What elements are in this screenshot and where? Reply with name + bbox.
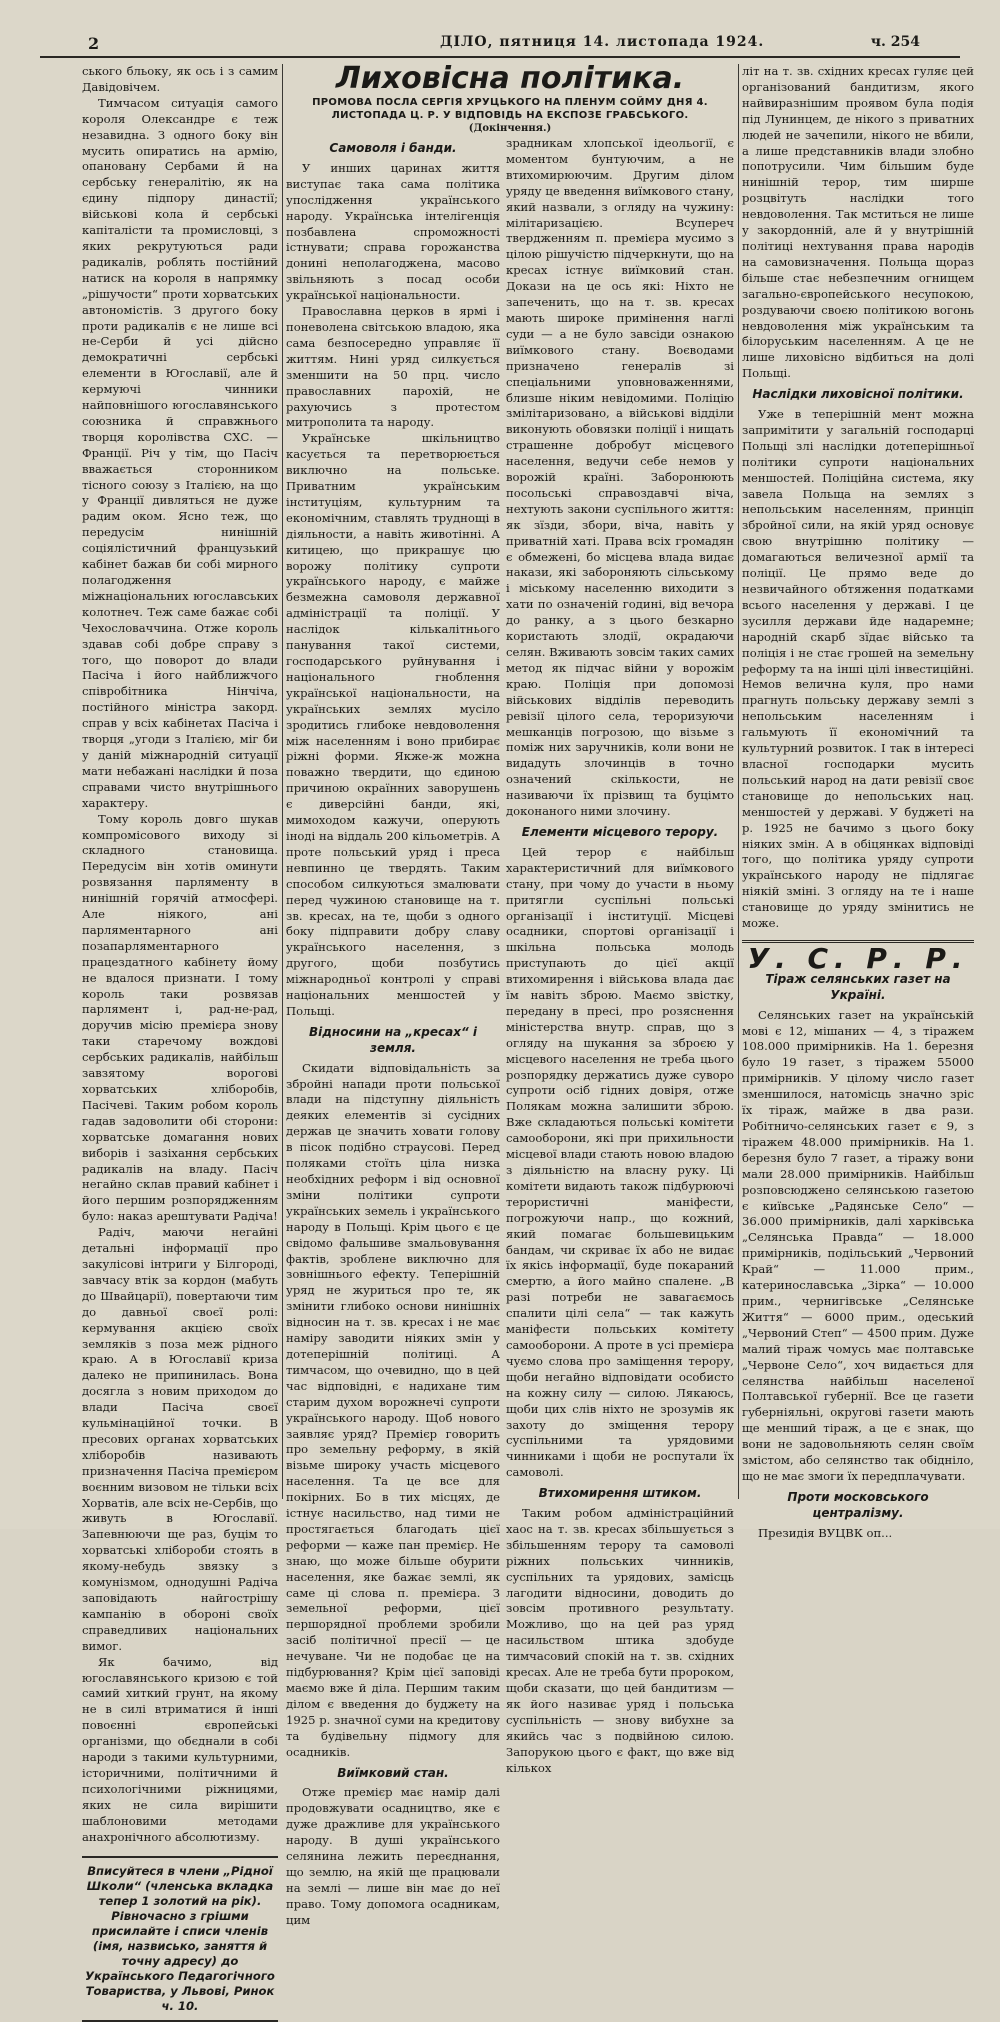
page-header: [40, 28, 960, 58]
section-heading: Самоволя і банди.: [329, 141, 457, 155]
column-rule: [282, 64, 283, 1499]
column-3: [506, 136, 734, 1775]
section-heading: Втихомирення штиком.: [538, 1486, 702, 1501]
page-number: 2: [88, 34, 100, 53]
section-heading: Елементи місцевого терору.: [521, 824, 719, 839]
paragraph: Селянських газет на українській мові є 12, мішаних — 4, з тіражем 108.000 примірників. На 1. березня було 19 газет, з тіражем 55000 примірників. У цілому число газет зменшилося, натомісць значно зріс їх тіраж, майже в два рази. Робітничо-селянських газет є 9, з тіражем 48.000 примірників. На 1. березня було 7 газет, а тіражу вони мали 28.000 примірників. Найбільш розповсюджено селянською газетою є київське „Радянське Село“ — 36.000 примірників, далі харківська „Селянська Правда“ — 18.000 примірників, подільський „Червоний Край“ — 11.000 прим., катеринославська „Зірка“ — 10.000 прим., чернигівське „Селянське Життя“ — 6000 прим., одеський „Червоний Степ“ — 4500 прим. Дуже малий тіраж чомусь має полтавське „Червоне Село“, хоч видається для селянства найбільш населеної Полтавської губернії. Все це газети губерніяльні, округові газети мають ще менший тіраж, а це є знак, що вони не задовольняють селян своїм змістом, або селянство так обідніло, що не має змоги їх передплачувати.: [742, 1007, 974, 1483]
paragraph: Тимчасом ситуація самого короля Олександре є теж незавидна. З одного боку він мусить опиратись на армію, опановану Сербами й на сербську генералітію, як на єдину підпору династії; військові кола й сербські капіталісти та промисловці, з яких рекрутуються ради радикалів, роблять постійний натиск на короля в напрямку „рішучости“ проти хорватських автономістів. З другого боку проти радикалів є не лише всі не-Серби й усі дійсно демократичні сербські елементи в Югославії, але й кермуючі чинники найповнішого югославянського союзника й справжнього творця королівства СХС. — Франції. Річ у тім, що Пасіч вважається сторонником тісного союзу з Італією, на що у Франції дивляться не дуже радим оком. Ясно теж, що передусім нинішній соціялістичний французький кабінет бажав би собі мирного полагодження міжнаціональних югославських колотнеч. Теж саме бажає собі Чехословаччина. Отже король здавав собі добре справу з того, що поворот до влади Пасіча і його найближчого співробітника Нінчіча, постійного міністра закорд. справ у всіх кабінетах Пасіча і творця „угоди з Італією, міг би у даній міжнародній ситуації мати небажані наслідки й поза справами чисто внутрішнього характеру.: [82, 95, 278, 810]
section-heading: Тіраж селянських газет на Україні.: [765, 971, 951, 1002]
article-title: Лиховісна політика.: [335, 61, 685, 96]
column-rule: [738, 64, 739, 1499]
paragraph: Українське шкільництво касується та перетворюється виключно на польське. Приватним українським інституціям, культурним та економічним, ставлять труднощі в діяльности, а навіть животінні. А китицею, що прикрашує цю ворожу політику супроти українського народу, є майже безмежна самоволя державної адміністрації та поліції. У наслідок кількалітнього панування такої системи, господарського руйнування і національного гноблення української національности, на українських землях мусіло зродитись глибоке невдоволення між населенням і воно прибирає ріжні форми. Якже-ж можна поважно твердити, що єдиною причиною окраїнних заворушень є диверсійні банди, які, мимоходом кажучи, оперують іноді на віддаль 200 кільометрів. А проте польський уряд і преса невпинно це твердять. Таким способом силкуються змалювати перед чужиною становище на т. зв. кресах, на те, щоби з одного боку підправити добру славу українського населення, з другого, щоби позбутись міжнародньої контролі у справі національних меншостей у Польщі.: [286, 431, 500, 1018]
paragraph: Отже премієр має намір далі продовжувати осадництво, яке є дуже дражливе для українського народу. В душі українського селянина лежить переєднання, що землю, на якій ще працювали на землі — лише він має до неї право. Тому допомога осадникам, цим: [286, 1785, 500, 1927]
article-subtitle: ПРОМОВА ПОСЛА СЕРГІЯ ХРУЦЬКОГО НА ПЛЕНУМ СОЙМУ ДНЯ 4. ЛИСТОПАДА Ц. Р. У ВІДПОВІДЬ НА ЕКСПОЗЕ ГРАБСЬКОГО.: [312, 97, 708, 121]
paragraph: літ на т. зв. східних кресах гуляє цей організований бандитизм, якого найвиразнішим проявом була подія під Лунинцем, де нікого з приватних людей не зачепили, нікого не вбили, а лише представників влади злобно попотрусили. Чим більшим буде нинішній терор, тим ширше розцвітуть наслідки того невдоволення. Так мститься не лише у закордонній, але й у внутрішній політиці нехтування права народів на самовизначення. Польща щораз більше стає небезпечним огнищем загально-європейського несупокою, роздуваючи своєю політикою вогонь невдоволення між українським та білоруським населенням. А це не лише лиховісно відбиться на долі Польщі.: [742, 64, 974, 381]
paragraph: Уже в теперішній мент можна запримітити у загальній господарці Польщі злі наслідки дотеперішньої політики супроти національних меншостей. Поліційна система, яку завела Польща на землях з непольським населенням, принціп збройної сили, на якій уряд основує свою внутрішню політику — домагаються величезної армії та поліції. Це прямо веде до незвичайного обтяження податками всього населення у державі. І це зусилля держави йде надаремне; народній скарб зїдає військо та поліція і не стає грошей на земельну реформу та на інші цілі інвестиційні. Немов велична куля, про нами прагнуть польську державу землі з непольським населенням і гальмують її економічний та культурний розвиток. І так в інтересі власної господарки мусить польський народ на дати ревізії своє становище до непольських нац. меншостей у державі. У буджеті на р. 1925 не бачимо з цього боку ніяких змін. А в обіцянках відповіді того, що політика уряду супроти українського народу не підлягає ніякій зміні. З огляду на те і наше становище до уряду змінитись не може.: [742, 407, 974, 931]
section-heading: Наслідки лиховісної політики.: [752, 387, 964, 402]
section-heading: Проти московського централізму.: [787, 1489, 929, 1520]
section-banner: У. С. Р. Р.: [742, 940, 974, 967]
article-continuation: (Докінчення.): [468, 123, 552, 134]
masthead-date: ДІЛО, пятниця 14. листопада 1924.: [440, 34, 765, 50]
paragraph: Цей терор є найбільш характеристичний для виїмкового стану, при чому до участи в ньому притягли суспільні польські організації і інституції. Місцеві осадники, спортові організації і шкільна польська молодь приступають до цієї акції втихомирення і військова влада дає їм навіть зброю. Маємо звістку, передану в пресі, про розяснення міністерства внутр. справ, що з огляду на шукання за зброєю у місцевого населення не треба цього розпорядку держатись дуже суворо супроти осіб гідних довіря, отже Полякам можна залишити зброю. Вже складаються польські комітети самооборони, які при прихильности місцевої влади стають новою владою з діяльністю на власну руку. Ці комітети видають також підбурюючі терористичні маніфести, погрожуючи напр., що кожний, який помагає большевицьким бандам, чи скриває їх або не видає їх якісь інформації, буде покараний смертю, а його майно спалене. „В разі потреби не завагаємось спалити цілі села“ — так кажуть маніфести польських комітету самооборони. А проте в усі премієра чуємо слова про заміщення терору, щоби негайно відповідати особисто на кожну силу — силою. Лякаюсь, щоби цих слів ніхто не зрозумів як захоту до зміщення терору суспільними та урядовими чинниками і щоби не роспутали їх самоволі.: [506, 844, 734, 1480]
paragraph: У инших царинах життя виступає така сама політика упослідження українського народу. Українська інтелігенція позбавлена спроможності істнувати; справа горожанства донині неполагоджена, масово звільняють з посад особи української національности.: [286, 160, 500, 303]
column-4: [742, 64, 974, 1540]
section-heading: Виїмковий стан.: [337, 1765, 449, 1780]
advertisement-box: Вписуйтеся в члени „Рідної Школи“ (членська вкладка тепер 1 золотий на рік). Рівночасно з грішми присилайте і списи членів (імя, назвисько, заняття й точну адресу) до Українського Педагогічного Товариства, у Львові, Ринок ч. 10.: [82, 1856, 278, 2022]
column-2: [286, 136, 500, 1927]
paragraph: Тому король довго шукав компромісового виходу зі складного становища. Передусім він хотів оминути розвязання парляменту в нинішній горячій атмосфері. Але ніякого, ані парляментарного ані позапарляментарного працездатного кабінету йому не вдалося признати. І тому король таки розвязав парлямент і, рад-не-рад, доручив місію премієра знову таки старечому вождові сербських радикалів, найбільш завзятому ворогові хорватських хліборобів, Пасічеві. Таким робом король гадав задоволити обі сторони: хорватське домагання нових виборів і зазіхання сербських радикалів на владу. Пасіч негайно склав правий кабінет і його першим розпорядженням було: наказ арештувати Радіча!: [82, 811, 278, 1224]
paragraph: ського бльоку, як ось і з самим Давідовічем.: [82, 64, 278, 94]
paragraph: Президія ВУЦВК оп...: [758, 1525, 893, 1540]
paragraph: Православна церков в ярмі і поневолена світською владою, яка сама безпосередно управляє її життям. Нині уряд силкується зменшити на 50 прц. число православних парохій, не рахуючись з протестом митрополита та народу.: [286, 304, 500, 430]
paragraph: зрадникам хлопської ідеольогії, є моментом бунтуючим, а не втихомирюючим. Другим ділом уряду це введення виїмкового стану, який назвали, з огляду на чужину: мілітаризацією. Всупереч твердженням п. премієра мусимо з цілою рішучістю підчеркнути, що на кресах істнує виїмковий стан. Докази на це ось які: Ніхто не запеченить, що на т. зв. кресах мають широке примінення наглі суди — а не було завсіди ознакою виїмкового стану. Воєводами призначено генералів зі спеціальними уповноваженнями, близше ніким невідомими. Поліцію змілітаризовано, а військові відділи виконують обовязки поліції і нищать страшенне добробут місцевого населення, ведучи себе немов у ворожій країні. Заборонюють посольські справоздавчі віча, нехтують закони суспільного життя: як зїзди, збори, віча, навіть у приватній хаті. Права всіх громадян є обмежені, бо місцева влада видає накази, які забороняють сільському і міському населенню виходити з хати по означеній годині, від вечора до ранку, а з цього безкарно користають злодії, окрадаючи селян. Вживають зовсім таких самих метод як підчас війни у ворожім краю. Поліція при допомозі військових відділів переводить ревізії цілого села, тероризуючи мешканців погрозою, що візьме з поміж них заручників, коли вони не видадуть злочинців в точно означений скількости, не називаючи їх прізвищ та буцімто доконаного ними злочину.: [506, 136, 734, 819]
paragraph: Скидати відповідальність за збройні напади проти польської влади на підступну діяльність деяких елементів зі сусідних держав це значить ховати голову в пісок подібно страусові. Перед поляками стоїть ціла низка необхідних реформ і від основної зміни політики супроти українських земель і українського народу в Польщі. Крім цього є це свідомо фальшиве змальовування фактів, зроблене виключно для зовнішнього ефекту. Теперішній уряд не журиться про те, як змінити глибоко основи нинішніх відносин на т. зв. кресах і не має наміру заводити ніяких змін у дотеперішній політиці. А тимчасом, що очевидно, що в цей час відповідні, є надихане тим старим духом ворожнечі супроти українського народу. Щоб нового заявляє уряд? Премієр говорить про земельну реформу, в якій візьме широку участь місцевого населення. Та це все для покірних. Бо в тих місцях, де істнує насильство, над тими не простягається благодать цієї реформи — каже пан премієр. Не знаю, що може більше обурити населення, яке бажає землі, як саме ці слова п. премієра. З земельної реформи, цієї першорядної проблеми зробили засіб політичної пресії — це нечуване. Чи не подобає це на підбурювання? Крім цієї заповіді маємо вже й діла. Першим таким ділом є введення до буджету на 1925 р. значної суми на кредитову та будівельну підмогу для осадників.: [286, 1060, 500, 1759]
paragraph: Таким робом адміністраційний хаос на т. зв. кресах збільшується з збільшенням терору та самоволі ріжних польських чинників, суспільних та урядових, замісць лагодити відносини, доводить до зовсім противного результату. Можливо, що на цей раз уряд насильством штика здобуде тимчасовий спокій на т. зв. східних кресах. Але не треба бути пророком, щоби сказати, що цей бандитизм — як його називає уряд і польська суспільність — знову вибухне за якийсь час з подвійною силою. Запорукою цього є факт, що вже від кількох: [506, 1506, 734, 1775]
article-heading: [286, 62, 734, 136]
section-heading: Відносини на „кресах“ і земля.: [308, 1024, 478, 1055]
paragraph: Радіч, маючи негайні детальні інформації про закулісові інтриги у Білгороді, завчасу втік за кордон (мабуть до Швайцарії), повертаючи тим до давньої своєї ролі: кермування акцією своїх земляків з поза меж рідного краю. А в Югославії криза далеко не припинилась. Вона досягла з новим приходом до влади Пасіча своєї кульмінаційної точки. В пресових органах хорватських хліборобів називають призначення Пасіча премієром воєнним визовом не тільки всіх Хорватів, але всіх не-Сербів, що живуть в Югославії. Запевнюючи ще раз, буцім то хорватські хлібороби стоять в якому-небудь звязку з комунізмом, однодушні Радіча заповідають найгострішу кампанію в обороні своїх справедливих національних вимог.: [82, 1225, 278, 1653]
column-1: [82, 64, 278, 2013]
issue-number: ч. 254: [870, 34, 920, 50]
paragraph: Як бачимо, від югославянського кризою є той самий хиткий грунт, на якому не в силі втриматися й інші повоєнні європейські організми, що обєднали в собі народи з такими культурними, історичними, політичними й психологічними ріжницями, яких не сила вирішити шаблоновими методами анахронічного абсолютизму.: [82, 1654, 278, 1844]
